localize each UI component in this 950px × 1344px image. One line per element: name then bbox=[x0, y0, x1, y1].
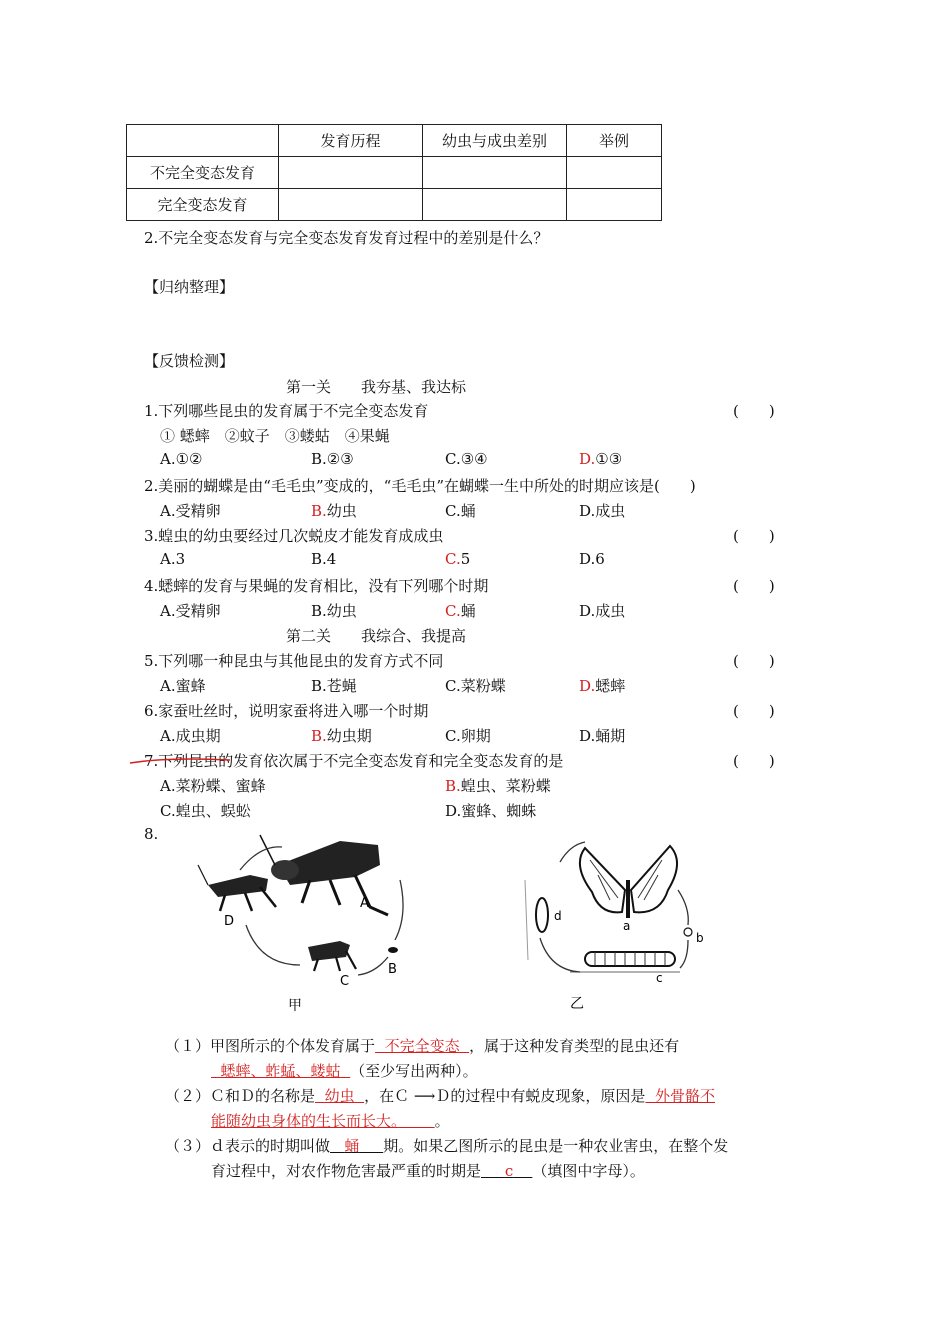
label-d: d bbox=[554, 909, 562, 923]
grasshopper-nymph-small-icon bbox=[308, 941, 356, 971]
answer-blank[interactable] bbox=[481, 1162, 532, 1180]
table-header-row bbox=[127, 125, 662, 157]
option-a[interactable]: A.成虫期 bbox=[160, 727, 221, 745]
section-feedback-heading: 【反馈检测】 bbox=[144, 352, 235, 370]
table-cell: 完全变态发育 bbox=[127, 189, 279, 221]
option-d[interactable] bbox=[579, 450, 622, 468]
question-1-sub: ① 蟋蟀 ②蚊子 ③蝼蛄 ④果蝇 bbox=[160, 427, 390, 445]
answer-paren[interactable]: ( ) bbox=[733, 652, 775, 670]
question-8-number: 8. bbox=[144, 825, 159, 843]
section-summary-heading: 【归纳整理】 bbox=[144, 278, 235, 296]
option-b[interactable]: B.幼虫 bbox=[311, 602, 357, 620]
answer-fill: 蛹 bbox=[344, 1137, 360, 1155]
answer-blank[interactable] bbox=[330, 1137, 383, 1155]
option-text: 幼虫期 bbox=[326, 727, 372, 745]
answer-blank[interactable] bbox=[315, 1087, 364, 1105]
label-c: c bbox=[656, 971, 663, 985]
label-c: C bbox=[340, 974, 350, 989]
answer-mark: C. bbox=[445, 602, 461, 620]
strike-mark bbox=[128, 755, 232, 767]
table-cell[interactable] bbox=[279, 189, 423, 221]
answer-text: 。 bbox=[434, 1112, 450, 1130]
option-b[interactable] bbox=[445, 775, 551, 796]
answer-mark: D. bbox=[579, 677, 596, 695]
development-table bbox=[126, 124, 662, 221]
answer-text: （填图中字母）。 bbox=[532, 1162, 645, 1180]
option-d[interactable]: D.蜜蜂、蜘蛛 bbox=[445, 802, 537, 820]
table-cell[interactable] bbox=[279, 157, 423, 189]
level-1-heading: 第一关 我夯基、我达标 bbox=[286, 378, 467, 396]
answer-text: （至少写出两种）。 bbox=[350, 1062, 478, 1080]
question-1-stem: 1.下列哪些昆虫的发育属于不完全变态发育 bbox=[144, 402, 429, 420]
table-cell[interactable] bbox=[423, 157, 567, 189]
answer-line-1 bbox=[165, 1035, 679, 1056]
answer-text: 期。如果乙图所示的昆虫是一种农业害虫，在整个发 bbox=[383, 1137, 729, 1155]
option-a[interactable]: A.受精卵 bbox=[160, 502, 221, 520]
question-5-stem: 5.下列哪一种昆虫与其他昆虫的发育方式不同 bbox=[144, 652, 444, 670]
egg-icon bbox=[388, 947, 398, 953]
answer-text: （１）甲图所示的个体发育属于 bbox=[165, 1037, 376, 1055]
option-text: 蝗虫、菜粉蝶 bbox=[460, 777, 551, 795]
label-a: A bbox=[360, 896, 369, 911]
option-d[interactable]: D.成虫 bbox=[579, 602, 626, 620]
option-b[interactable]: B.苍蝇 bbox=[311, 677, 357, 695]
caterpillar-icon bbox=[570, 952, 680, 972]
answer-blank[interactable] bbox=[645, 1087, 715, 1105]
answer-mark: C. bbox=[445, 550, 461, 568]
label-b: b bbox=[696, 931, 704, 945]
question-3-stem: 3.蝗虫的幼虫要经过几次蜕皮才能发育成成虫 bbox=[144, 527, 444, 545]
option-text: ①③ bbox=[595, 450, 623, 468]
option-c[interactable] bbox=[445, 600, 476, 621]
answer-fill: 外骨骼不 bbox=[654, 1087, 715, 1105]
answer-paren[interactable]: ( ) bbox=[733, 402, 775, 420]
answer-mark: D. bbox=[579, 450, 596, 468]
answer-line-4 bbox=[211, 1110, 450, 1131]
option-a[interactable]: A.受精卵 bbox=[160, 602, 221, 620]
answer-text: ，在Ｃ bbox=[364, 1087, 410, 1105]
answer-line-3 bbox=[165, 1085, 715, 1106]
label-d: D bbox=[224, 914, 235, 929]
answer-fill: 不完全变态 bbox=[384, 1037, 460, 1055]
table-row bbox=[127, 189, 662, 221]
option-c[interactable]: C.菜粉蝶 bbox=[445, 677, 506, 695]
answer-blank[interactable] bbox=[211, 1112, 435, 1130]
answer-mark: B. bbox=[311, 727, 327, 745]
option-a[interactable]: A.菜粉蝶、蜜蜂 bbox=[160, 777, 266, 795]
answer-line-2 bbox=[211, 1060, 478, 1081]
grasshopper-nymph-large-icon bbox=[198, 865, 276, 911]
answer-fill: c bbox=[504, 1162, 514, 1180]
table-cell[interactable] bbox=[423, 189, 567, 221]
answer-blank[interactable] bbox=[211, 1062, 350, 1080]
answer-mark: B. bbox=[445, 777, 461, 795]
table-cell[interactable] bbox=[567, 189, 662, 221]
table-cell[interactable] bbox=[567, 157, 662, 189]
answer-paren[interactable]: ( ) bbox=[733, 752, 775, 770]
question-2-stem: 2.美丽的蝴蝶是由“毛毛虫”变成的，“毛毛虫”在蝴蝶一生中所处的时期应该是( ) bbox=[144, 477, 696, 495]
option-text: 蛹 bbox=[460, 602, 476, 620]
question-7-stem: 7.下列昆虫的发育依次属于不完全变态发育和完全变态发育的是 bbox=[144, 752, 564, 770]
egg-icon bbox=[684, 928, 692, 936]
answer-line-6 bbox=[211, 1160, 645, 1181]
option-c[interactable]: C.蝗虫、蜈蚣 bbox=[160, 802, 251, 820]
option-d[interactable]: D.成虫 bbox=[579, 502, 626, 520]
answer-text: 育过程中，对农作物危害最严重的时期是 bbox=[211, 1162, 482, 1180]
option-b[interactable] bbox=[311, 500, 357, 521]
option-text: 幼虫 bbox=[326, 502, 357, 520]
option-b[interactable] bbox=[311, 725, 372, 746]
option-c[interactable]: C.卵期 bbox=[445, 727, 491, 745]
answer-paren[interactable]: ( ) bbox=[733, 702, 775, 720]
option-text: 蟋蟀 bbox=[595, 677, 626, 695]
answer-paren[interactable]: ( ) bbox=[733, 577, 775, 595]
answer-blank[interactable] bbox=[375, 1037, 469, 1055]
table-question-2: 2.不完全变态发育与完全变态发育发育过程中的差别是什么？ bbox=[144, 229, 549, 247]
answer-text: （３）ｄ表示的时期叫做 bbox=[165, 1137, 331, 1155]
butterfly-icon bbox=[580, 846, 677, 918]
label-a: a bbox=[623, 919, 631, 933]
option-a[interactable]: A.3 bbox=[160, 550, 186, 568]
option-d[interactable] bbox=[579, 675, 625, 696]
label-b: B bbox=[388, 962, 397, 977]
answer-fill: 能随幼虫身体的生长而长大。 bbox=[211, 1112, 407, 1130]
question-6-stem: 6.家蚕吐丝时，说明家蚕将进入哪一个时期 bbox=[144, 702, 429, 720]
answer-fill: 蟋蟀、蚱蜢、蝼蛄 bbox=[220, 1062, 341, 1080]
option-b[interactable]: B.4 bbox=[311, 550, 337, 568]
table-header-cell: 发育历程 bbox=[279, 125, 423, 157]
answer-line-5 bbox=[165, 1135, 728, 1156]
answer-fill: 幼虫 bbox=[324, 1087, 355, 1105]
answer-text: Ｄ的过程中有蜕皮现象，原因是 bbox=[435, 1087, 646, 1105]
caption-jia: 甲 bbox=[288, 998, 302, 1014]
level-2-heading: 第二关 我综合、我提高 bbox=[286, 627, 467, 645]
table-cell: 不完全变态发育 bbox=[127, 157, 279, 189]
option-b[interactable]: B.②③ bbox=[311, 450, 354, 468]
option-c[interactable]: C.蛹 bbox=[445, 502, 476, 520]
option-c[interactable]: C.③④ bbox=[445, 450, 488, 468]
caption-yi: 乙 bbox=[570, 996, 584, 1012]
question-4-stem: 4.蟋蟀的发育与果蝇的发育相比，没有下列哪个时期 bbox=[144, 577, 489, 595]
option-a[interactable]: A.蜜蜂 bbox=[160, 677, 206, 695]
option-c[interactable] bbox=[445, 550, 470, 568]
answer-mark: B. bbox=[311, 502, 327, 520]
butterfly-lifecycle-diagram bbox=[510, 820, 730, 1020]
answer-text: （２）Ｃ和Ｄ的名称是 bbox=[165, 1087, 316, 1105]
option-a[interactable]: A.①② bbox=[160, 450, 203, 468]
arrow-icon: ⟶ bbox=[409, 1087, 436, 1105]
option-d[interactable]: D.6 bbox=[579, 550, 605, 568]
table-header-cell: 举例 bbox=[567, 125, 662, 157]
table-header-cell bbox=[127, 125, 279, 157]
grasshopper-lifecycle-diagram bbox=[190, 825, 430, 1015]
answer-paren[interactable]: ( ) bbox=[733, 527, 775, 545]
answer-text: ，属于这种发育类型的昆虫还有 bbox=[469, 1037, 680, 1055]
table-header-cell: 幼虫与成虫差别 bbox=[423, 125, 567, 157]
option-d[interactable]: D.蛹期 bbox=[579, 727, 626, 745]
option-text: 5 bbox=[460, 550, 471, 568]
table-row bbox=[127, 157, 662, 189]
